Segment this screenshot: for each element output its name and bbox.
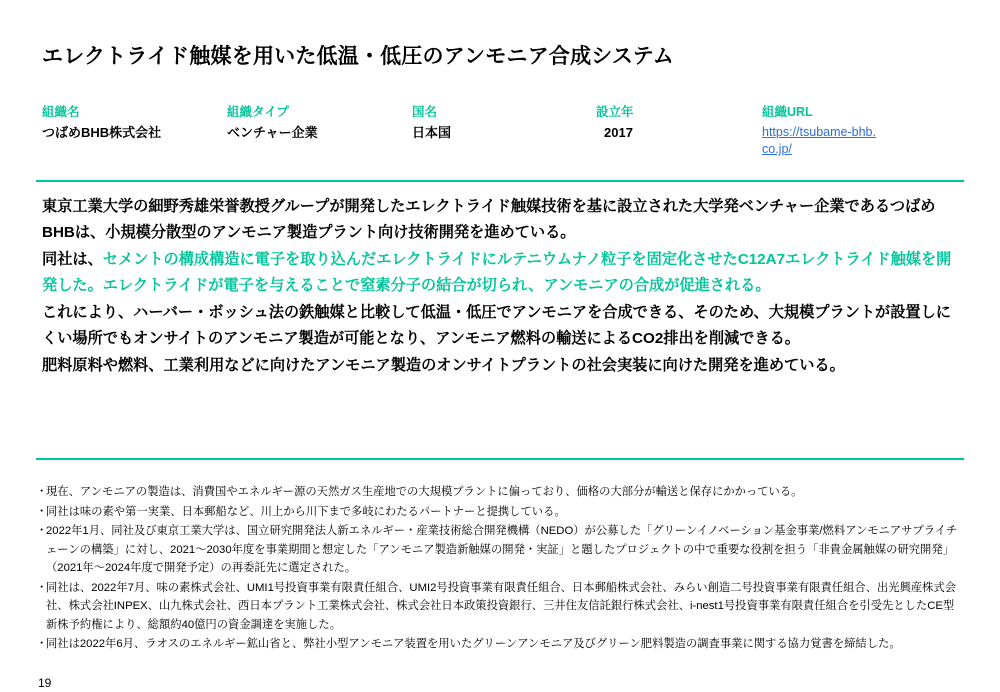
footnote-text: 現在、アンモニアの製造は、消費国やエネルギー源の天然ガス生産地での大規模プラントに偏っており、価格の大部分が輸送と保存にかかっている。	[46, 486, 803, 498]
footnote-list	[36, 483, 964, 655]
footnote-text: 同社は2022年6月、ラオスのエネルギー鉱山省と、弊社小型アンモニア装置を用いたグリーンアンモニア及びグリーン肥料製造の調査事業に関する協力覚書を締結した。	[46, 638, 901, 650]
metadata-column-organization-url	[762, 103, 952, 158]
description-paragraph-4	[42, 353, 958, 379]
footnote-item	[36, 635, 964, 654]
metadata-label: 設立年	[596, 105, 634, 119]
metadata-column-founded-year	[582, 103, 762, 158]
description-paragraph-3	[42, 300, 958, 352]
description-paragraph-1	[42, 194, 958, 246]
footnote-text: 2022年1月、同社及び東京工業大学は、国立研究開発法人新エネルギー・産業技術総合開発機構（NEDO）が公募した「グリーンイノベーション基金事業/燃料アンモニアサプライチェーンの構築」に対し、2021～2030年度を事業期間と想定した「アンモニア製造新触媒の開発・実証」と題したプロジェクトの中で重要な役割を担う「非貴金属触媒の研究開発」（2021年～2024年度で開発予定）の再委託先に選定された。	[46, 525, 958, 574]
highlighted-text-segment: セメントの構成構造に電子を取り込んだエレクトライドにルテニウムナノ粒子を固定化させたC12A7エレクトライド触媒を開発した。エレクトライドが電子を与えることで窒素分子の結合が切られ、アンモニアの合成が促進される	[42, 251, 952, 294]
page-title: エレクトライド触媒を用いた低温・低圧のアンモニア合成システム	[42, 45, 675, 68]
footnote-item	[36, 522, 964, 578]
organization-url-link[interactable]: https://tsubame-bhb.co.jp/	[762, 125, 876, 156]
text-segment: 肥料原料や燃料、工業利用などに向けたアンモニア製造のオンサイトプラントの社会実装に向けた開発を進めている。	[42, 357, 845, 374]
footnote-item	[36, 483, 964, 502]
metadata-value: 日本国	[412, 125, 452, 140]
metadata-table	[42, 103, 962, 158]
text-segment: これにより、ハーバー・ボッシュ法の鉄触媒と比較して低温・低圧でアンモニアを合成できる、そのため、大規模プラントが設置しにくい場所でもオンサイトのアンモニア製造が可能となり、アンモニア燃料の輸送によるCO2排出を削減できる。	[42, 304, 951, 347]
bullet-icon: ・	[36, 525, 48, 537]
metadata-value: ベンチャー企業	[227, 125, 318, 140]
bullet-icon: ・	[36, 638, 48, 650]
bullet-icon: ・	[36, 581, 48, 594]
page-number: 19	[38, 676, 52, 690]
metadata-column-organization-type	[227, 103, 412, 158]
metadata-label: 国名	[412, 105, 438, 119]
text-segment: 東京工業大学の細野秀雄栄誉教授グループが開発したエレクトライド触媒技術を基に設立された大学発ベンチャー企業であるつばめBHBは、小規模分散型のアンモニア製造プラント向け技術開発を進めている。	[42, 198, 936, 241]
description-paragraph-2	[42, 247, 958, 299]
metadata-column-organization-name	[42, 103, 227, 158]
metadata-label: 組織タイプ	[227, 105, 289, 119]
bullet-icon: ・	[36, 486, 48, 498]
text-segment: 同社は、	[42, 251, 103, 268]
metadata-label: 組織URL	[762, 105, 813, 119]
metadata-column-country	[412, 103, 582, 158]
bullet-icon: ・	[36, 505, 48, 518]
footnote-item	[36, 503, 964, 522]
footnote-text: 同社は味の素や第一実業、日本郵船など、川上から川下まで多岐にわたるパートナーと提携している。	[46, 505, 566, 518]
text-segment-period: 。	[755, 277, 771, 294]
footnote-text: 同社は、2022年7月、味の素株式会社、UMI1号投資事業有限責任組合、UMI2号投資事業有限責任組合、日本郵船株式会社、みらい創造二号投資事業有限責任組合、出光興産株式会社、株式会社INPEX、山九株式会社、西日本プラント工業株式会社、株式会社日本政策投資銀行、三井住友信託銀行株式会社、i-nest1号投資事業有限責任組合を引受先としたCE型新株予約権により、総額約40億円の資金調達を実施した。	[46, 581, 957, 631]
description-panel	[36, 180, 964, 460]
metadata-label: 組織名	[42, 105, 80, 119]
metadata-value: 2017	[604, 125, 633, 140]
footnote-item	[36, 579, 964, 635]
metadata-value: つばめBHB株式会社	[42, 125, 162, 140]
